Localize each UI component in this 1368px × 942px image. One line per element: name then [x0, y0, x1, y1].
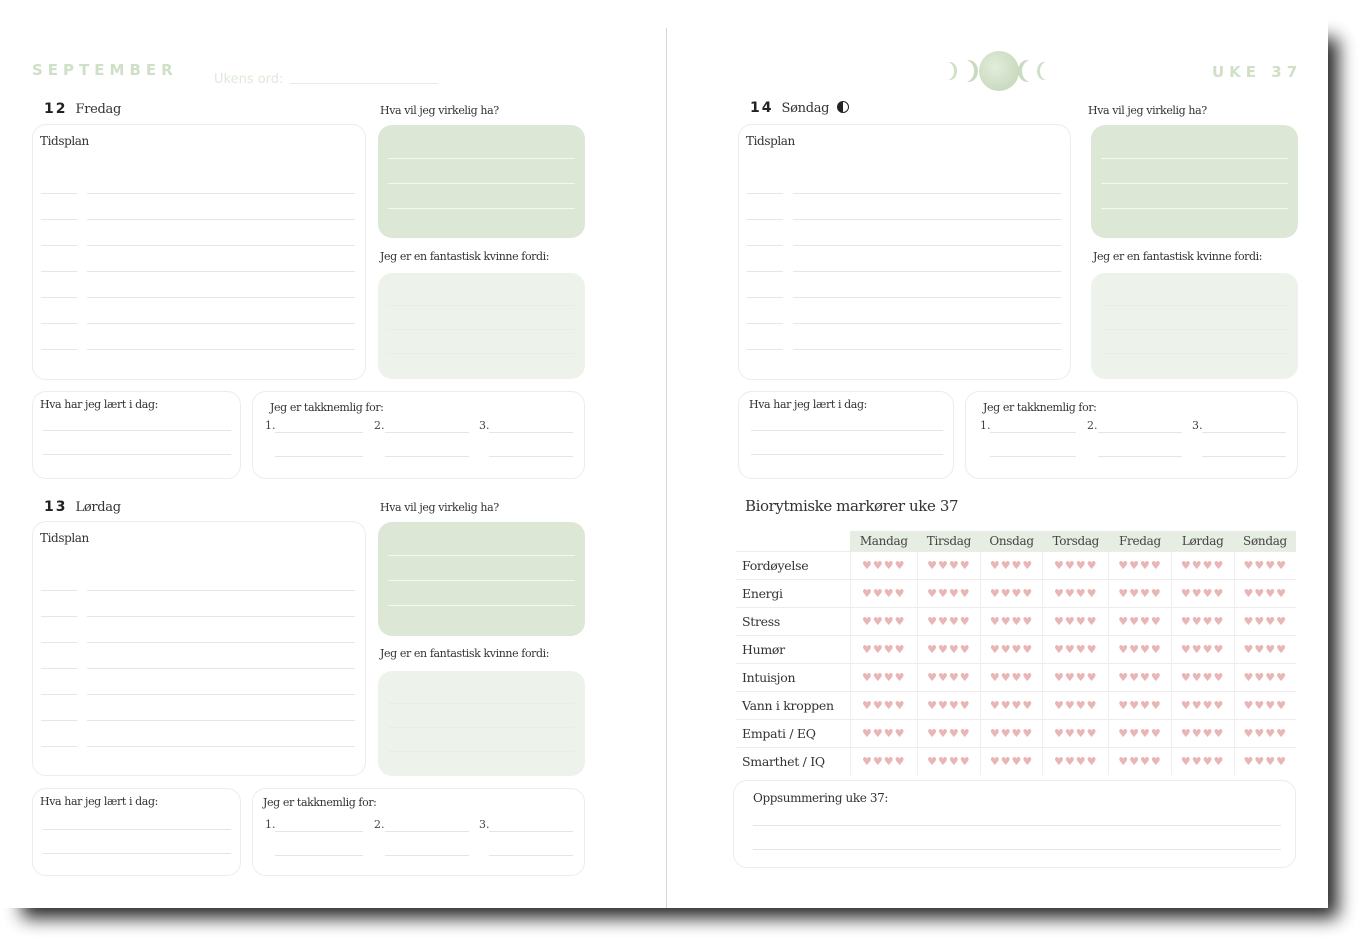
- heart-rating-cell[interactable]: ♥♥♥♥: [850, 692, 918, 720]
- learned-box[interactable]: [738, 391, 954, 479]
- heart-rating-cell[interactable]: ♥♥♥♥: [1109, 552, 1172, 580]
- schedule-label: Tidsplan: [40, 531, 89, 545]
- heart-rating-cell[interactable]: ♥♥♥♥: [980, 720, 1043, 748]
- heart-rating-cell[interactable]: ♥♥♥♥: [1043, 636, 1109, 664]
- grateful-num-3: 3.: [479, 818, 490, 831]
- day-column-header: Onsdag: [980, 531, 1043, 552]
- heart-rating-cell[interactable]: ♥♥♥♥: [980, 664, 1043, 692]
- summary-box[interactable]: [733, 780, 1296, 868]
- heart-rating-cell[interactable]: ♥♥♥♥: [1109, 692, 1172, 720]
- heart-rating-cell[interactable]: ♥♥♥♥: [918, 608, 981, 636]
- heart-rating-cell[interactable]: ♥♥♥♥: [980, 580, 1043, 608]
- heart-rating-cell[interactable]: ♥♥♥♥: [1109, 748, 1172, 776]
- grateful-num-2: 2.: [374, 818, 385, 831]
- heart-rating-cell[interactable]: ♥♥♥♥: [980, 748, 1043, 776]
- marker-label: Humør: [736, 636, 850, 664]
- learned-label: Hva har jeg lært i dag:: [749, 398, 867, 411]
- schedule-box[interactable]: [738, 124, 1071, 380]
- day-name: Søndag: [781, 101, 830, 116]
- day-column-header: Torsdag: [1043, 531, 1109, 552]
- heart-rating-cell[interactable]: ♥♥♥♥: [1234, 552, 1296, 580]
- grateful-box[interactable]: [252, 391, 585, 479]
- heart-rating-cell[interactable]: ♥♥♥♥: [918, 580, 981, 608]
- month-title: SEPTEMBER: [32, 61, 178, 79]
- grateful-label: Jeg er takknemlig for:: [263, 796, 377, 809]
- want-label: Hva vil jeg virkelig ha?: [1088, 104, 1207, 117]
- heart-rating-cell[interactable]: ♥♥♥♥: [1234, 636, 1296, 664]
- week-word-line[interactable]: [290, 83, 438, 84]
- marker-label: Intuisjon: [736, 664, 850, 692]
- schedule-lines: [747, 168, 1061, 350]
- heart-rating-cell[interactable]: ♥♥♥♥: [1171, 580, 1234, 608]
- day-number: 12: [44, 101, 68, 117]
- heart-rating-cell[interactable]: ♥♥♥♥: [1171, 692, 1234, 720]
- grateful-num-3: 3.: [1192, 419, 1203, 432]
- heart-rating-cell[interactable]: ♥♥♥♥: [1109, 608, 1172, 636]
- schedule-box[interactable]: [32, 521, 366, 776]
- grateful-num-2: 2.: [374, 419, 385, 432]
- day-column-header: Tirsdag: [918, 531, 981, 552]
- woman-box[interactable]: [378, 671, 585, 776]
- heart-rating-cell[interactable]: ♥♥♥♥: [1234, 720, 1296, 748]
- heart-rating-cell[interactable]: ♥♥♥♥: [918, 748, 981, 776]
- heart-rating-cell[interactable]: ♥♥♥♥: [850, 636, 918, 664]
- marker-label: Vann i kroppen: [736, 692, 850, 720]
- want-label: Hva vil jeg virkelig ha?: [380, 104, 499, 117]
- biorhythm-title: Biorytmiske markører uke 37: [745, 497, 959, 515]
- heart-rating-cell[interactable]: ♥♥♥♥: [1043, 692, 1109, 720]
- heart-rating-cell[interactable]: ♥♥♥♥: [1234, 608, 1296, 636]
- heart-rating-cell[interactable]: ♥♥♥♥: [1043, 608, 1109, 636]
- heart-rating-cell[interactable]: ♥♥♥♥: [1109, 720, 1172, 748]
- biorhythm-row: [736, 664, 1296, 692]
- heart-rating-cell[interactable]: ♥♥♥♥: [1234, 580, 1296, 608]
- woman-label: Jeg er en fantastisk kvinne fordi:: [380, 250, 550, 263]
- woman-box[interactable]: [1091, 273, 1298, 379]
- schedule-label: Tidsplan: [40, 134, 89, 148]
- grateful-label: Jeg er takknemlig for:: [983, 401, 1097, 414]
- heart-rating-cell[interactable]: ♥♥♥♥: [918, 692, 981, 720]
- page-divider: [666, 28, 667, 908]
- heart-rating-cell[interactable]: ♥♥♥♥: [1109, 636, 1172, 664]
- schedule-lines: [41, 168, 355, 350]
- biorhythm-row: [736, 608, 1296, 636]
- heart-rating-cell[interactable]: ♥♥♥♥: [918, 636, 981, 664]
- moon-phases-icon: [936, 48, 1056, 94]
- schedule-lines: [41, 565, 355, 747]
- heart-rating-cell[interactable]: ♥♥♥♥: [850, 748, 918, 776]
- heart-rating-cell[interactable]: ♥♥♥♥: [1109, 664, 1172, 692]
- day-name: Lørdag: [75, 500, 121, 515]
- heart-rating-cell[interactable]: ♥♥♥♥: [1234, 692, 1296, 720]
- grateful-label: Jeg er takknemlig for:: [270, 401, 384, 414]
- week-number-label: UKE 37: [1212, 63, 1303, 81]
- heart-rating-cell[interactable]: ♥♥♥♥: [980, 692, 1043, 720]
- marker-label: Stress: [736, 608, 850, 636]
- heart-rating-cell[interactable]: ♥♥♥♥: [918, 552, 981, 580]
- heart-rating-cell[interactable]: ♥♥♥♥: [1171, 664, 1234, 692]
- biorhythm-row: [736, 552, 1296, 580]
- day-column-header: Søndag: [1234, 531, 1296, 552]
- day-column-header: Mandag: [850, 531, 918, 552]
- marker-label: Smarthet / IQ: [736, 748, 850, 776]
- heart-rating-cell[interactable]: ♥♥♥♥: [1171, 608, 1234, 636]
- grateful-num-1: 1.: [265, 818, 276, 831]
- biorhythm-row: [736, 636, 1296, 664]
- day-column-header: Lørdag: [1171, 531, 1234, 552]
- grateful-box[interactable]: [252, 788, 585, 876]
- woman-label: Jeg er en fantastisk kvinne fordi:: [380, 647, 550, 660]
- biorhythm-row: [736, 580, 1296, 608]
- schedule-box[interactable]: [32, 124, 366, 380]
- day-number: 13: [44, 499, 68, 515]
- biorhythm-row: [736, 692, 1296, 720]
- half-moon-icon: [837, 101, 849, 113]
- week-word-label: Ukens ord:: [214, 72, 284, 87]
- grateful-box[interactable]: [965, 391, 1298, 479]
- grateful-num-1: 1.: [265, 419, 276, 432]
- grateful-num-2: 2.: [1087, 419, 1098, 432]
- heart-rating-cell[interactable]: ♥♥♥♥: [1171, 748, 1234, 776]
- day-column-header: Fredag: [1109, 531, 1172, 552]
- learned-label: Hva har jeg lært i dag:: [40, 795, 158, 808]
- heart-rating-cell[interactable]: ♥♥♥♥: [1171, 720, 1234, 748]
- want-box[interactable]: [378, 522, 585, 636]
- woman-label: Jeg er en fantastisk kvinne fordi:: [1093, 250, 1263, 263]
- corner-cell: [736, 531, 850, 552]
- heart-rating-cell[interactable]: ♥♥♥♥: [850, 720, 918, 748]
- heart-rating-cell[interactable]: ♥♥♥♥: [850, 664, 918, 692]
- schedule-label: Tidsplan: [746, 134, 795, 148]
- heart-rating-cell[interactable]: ♥♥♥♥: [850, 580, 918, 608]
- day-number: 14: [750, 100, 774, 116]
- heart-rating-cell[interactable]: ♥♥♥♥: [850, 608, 918, 636]
- day-name: Fredag: [75, 102, 122, 117]
- heart-rating-cell[interactable]: ♥♥♥♥: [980, 636, 1043, 664]
- heart-rating-cell[interactable]: ♥♥♥♥: [1234, 748, 1296, 776]
- heart-rating-cell[interactable]: ♥♥♥♥: [1043, 580, 1109, 608]
- biorhythm-row: [736, 748, 1296, 776]
- heart-rating-cell[interactable]: ♥♥♥♥: [1234, 664, 1296, 692]
- marker-label: Empati / EQ: [736, 720, 850, 748]
- woman-box[interactable]: [378, 273, 585, 379]
- heart-rating-cell[interactable]: ♥♥♥♥: [980, 552, 1043, 580]
- grateful-num-3: 3.: [479, 419, 490, 432]
- heart-rating-cell[interactable]: ♥♥♥♥: [1043, 664, 1109, 692]
- want-box[interactable]: [1091, 125, 1298, 238]
- marker-label: Energi: [736, 580, 850, 608]
- biorhythm-row: [736, 720, 1296, 748]
- heart-rating-cell[interactable]: ♥♥♥♥: [918, 720, 981, 748]
- grateful-num-1: 1.: [980, 419, 991, 432]
- biorhythm-table: [736, 531, 1298, 775]
- heart-rating-cell[interactable]: ♥♥♥♥: [1043, 748, 1109, 776]
- heart-rating-cell[interactable]: ♥♥♥♥: [980, 608, 1043, 636]
- learned-box[interactable]: [32, 788, 241, 876]
- heart-rating-cell[interactable]: ♥♥♥♥: [1043, 720, 1109, 748]
- heart-rating-cell[interactable]: ♥♥♥♥: [918, 664, 981, 692]
- heart-rating-cell[interactable]: ♥♥♥♥: [850, 552, 918, 580]
- learned-label: Hva har jeg lært i dag:: [40, 398, 158, 411]
- learned-box[interactable]: [32, 391, 241, 479]
- want-box[interactable]: [378, 125, 585, 238]
- heart-rating-cell[interactable]: ♥♥♥♥: [1109, 580, 1172, 608]
- summary-label: Oppsummering uke 37:: [753, 791, 888, 805]
- marker-label: Fordøyelse: [736, 552, 850, 580]
- heart-rating-cell[interactable]: ♥♥♥♥: [1043, 552, 1109, 580]
- heart-rating-cell[interactable]: ♥♥♥♥: [1171, 552, 1234, 580]
- want-label: Hva vil jeg virkelig ha?: [380, 501, 499, 514]
- heart-rating-cell[interactable]: ♥♥♥♥: [1171, 636, 1234, 664]
